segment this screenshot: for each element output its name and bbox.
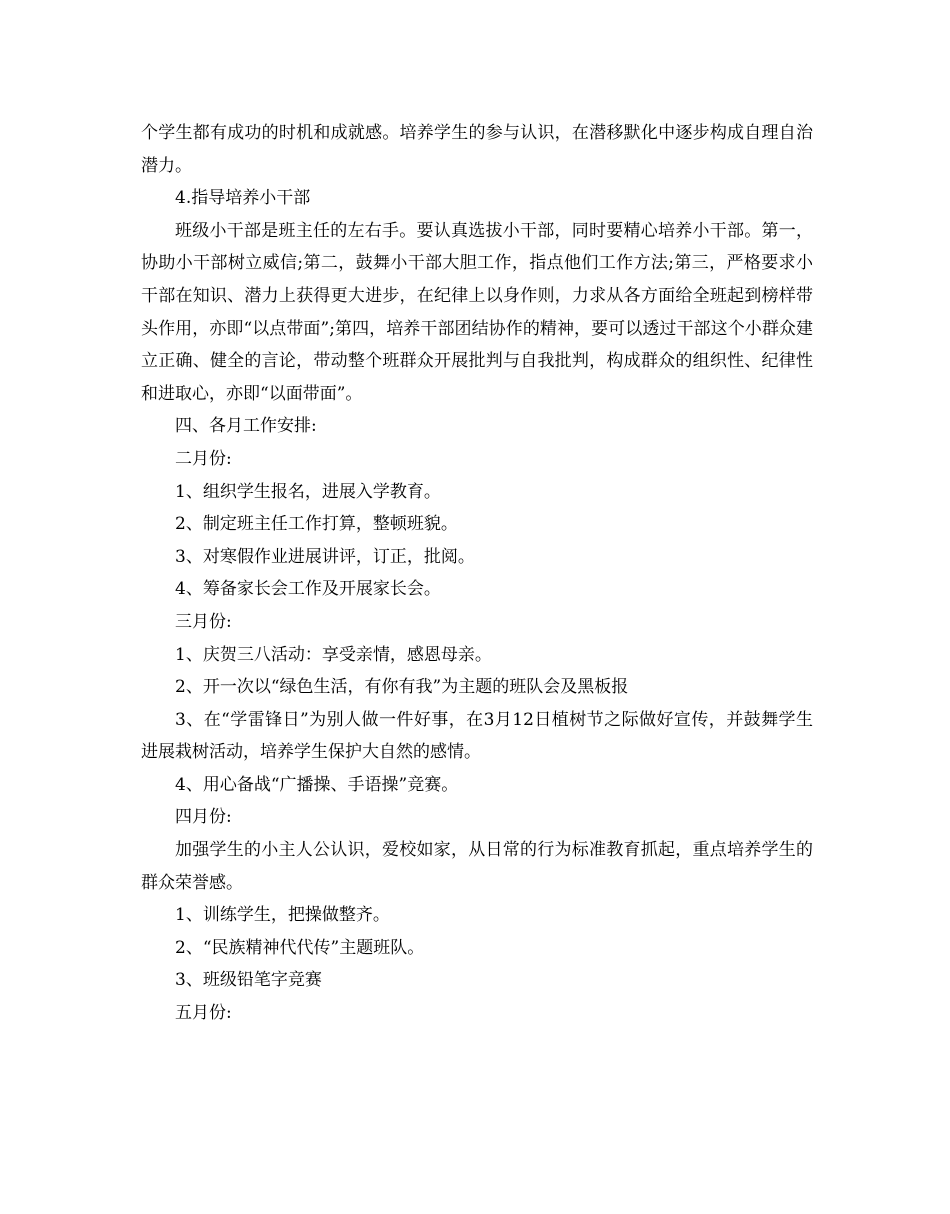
list-item: 2、“民族精神代代传”主题班队。 [175,937,425,958]
month-heading: 五月份: [175,1003,232,1024]
list-item: 4、用心备战“广播操、手语操”竞赛。 [175,774,459,795]
paragraph: 班级小干部是班主任的左右手。要认真选拔小干部，同时要精心培养小干部。第一，协助小干部树立威信;第二，鼓舞小干部大胆工作，指点他们工作方法;第三，严格要求小干部在知识、潜力上获得更大进步，在纪律上以身作则，力求从各方面给全班起到榜样带头作用，亦即“以点带面”;第四，培养干部团结协作的精神，要可以透过干部这个小群众建立正确、健全的言论，带动整个班群众开展批判与自我批判，构成群众的组织性、纪律性和进取心，亦即“以面带面”。 [141,220,813,404]
paragraph: 加强学生的小主人公认识，爱校如家，从日常的行为标准教育抓起，重点培养学生的群众荣誉感。 [141,840,813,893]
month-heading: 三月份: [175,611,232,632]
list-item: 4、筹备家长会工作及开展家长会。 [175,579,441,600]
list-item: 1、组织学生报名，进展入学教育。 [175,481,441,502]
month-heading: 二月份: [175,448,232,469]
list-item: 1、庆贺三八活动：享受亲情，感恩母亲。 [175,644,492,665]
document-body [141,117,813,1030]
section-heading: 四、各月工作安排: [175,416,317,437]
list-item: 3、班级铅笔字竞赛 [175,970,322,991]
paragraph: 个学生都有成功的时机和成就感。培养学生的参与认识，在潜移默化中逐步构成自理自治潜力。 [141,123,813,176]
list-item: 3、对寒假作业进展讲评，订正，批阅。 [175,546,475,567]
list-item: 1、训练学生，把操做整齐。 [175,905,390,926]
month-heading: 四月份: [175,807,232,828]
list-item: 2、开一次以“绿色生活，有你有我”为主题的班队会及黑板报 [175,677,629,698]
list-item: 3、在“学雷锋日”为别人做一件好事，在3月12日植树节之际做好宣传，并鼓舞学生进展栽树活动，培养学生保护大自然的感情。 [141,709,813,763]
list-item: 2、制定班主任工作打算，整顿班貌。 [175,514,458,535]
section-heading: 4.指导培养小干部 [175,188,311,209]
